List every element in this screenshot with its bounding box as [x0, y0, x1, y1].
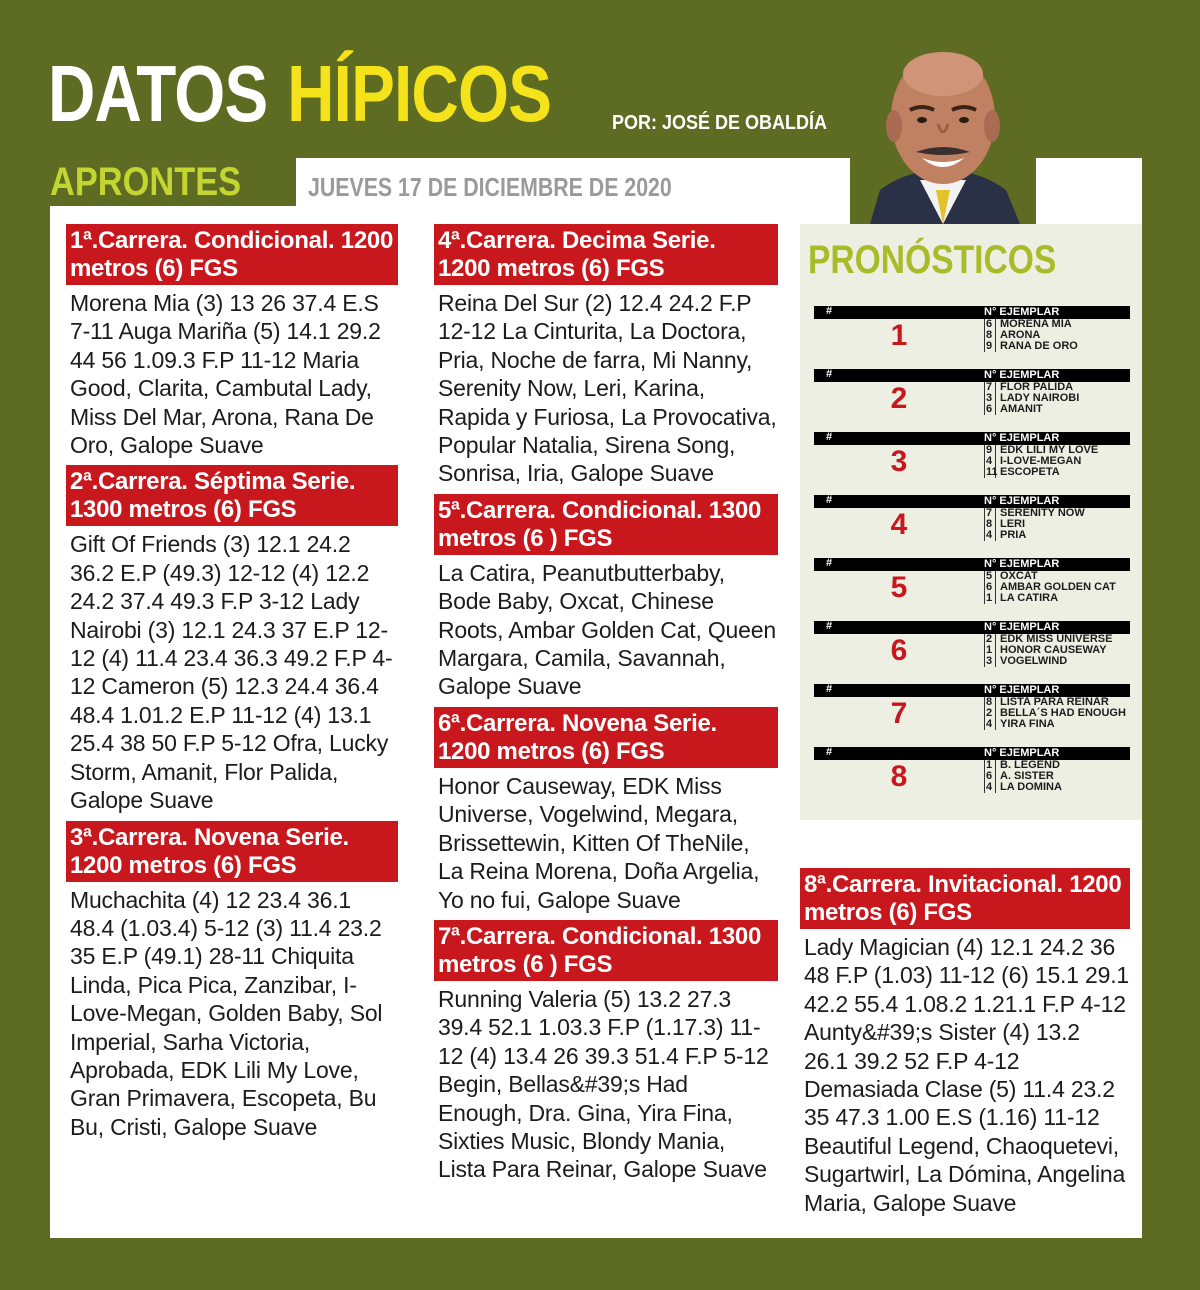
pick-number: 8: [985, 697, 996, 708]
race-header: 7ª.Carrera. Condicional. 1300 metros (6 ) FGS: [434, 920, 778, 981]
pick-number: 9: [985, 445, 996, 456]
race-header: 3ª.Carrera. Novena Serie. 1200 metros (6) FGS: [66, 821, 398, 882]
pick-number: 4: [985, 456, 996, 467]
pronostico-race-7: [814, 684, 1130, 742]
pronostico-picks: [984, 382, 1079, 415]
race-body: Reina Del Sur (2) 12.4 24.2 F.P 12-12 La Cinturita, La Doctora, Pria, Noche de farra, Mi Nanny, Serenity Now, Leri, Karina, Rapida y Furiosa, La Provocativa, Popular Natalia, Sirena Song, Sonrisa, Iria, Galope Suave: [438, 290, 777, 487]
race-5: [434, 494, 778, 701]
pronostico-race-5: [814, 558, 1130, 616]
pronostico-header-bar: [814, 747, 1130, 760]
pick-number: 1: [985, 645, 996, 656]
pronostico-header-bar: [814, 306, 1130, 319]
race-header: 8ª.Carrera. Invitacional. 1200 metros (6) FGS: [800, 868, 1130, 929]
page-title: [48, 49, 552, 138]
pronostico-header-bar: [814, 558, 1130, 571]
race-body: Honor Causeway, EDK Miss Universe, Vogelwind, Megara, Brissettewin, Kitten Of TheNile, La Reina Morena, Doña Argelia, Yo no fui, Galope Suave: [438, 772, 760, 913]
pronostico-hash-label: #: [826, 683, 833, 695]
title-hipicos: HÍPICOS: [287, 49, 552, 138]
pronostico-race-2: [814, 369, 1130, 427]
column-right: [800, 868, 1130, 1223]
race-3: [66, 821, 398, 1142]
race-4: [434, 224, 778, 488]
pick-horse: SERENITY NOW: [1000, 507, 1085, 519]
author-photo: [850, 40, 1036, 224]
pick-number: 8: [985, 330, 996, 341]
pronostico-picks: [984, 445, 1098, 478]
pronostico-col-label: N° EJEMPLAR: [984, 621, 1060, 633]
pick-horse: YIRA FINA: [1000, 718, 1055, 730]
pronostico-race-4: [814, 495, 1130, 553]
pronostico-hash-label: #: [826, 305, 833, 317]
pick-horse: HONOR CAUSEWAY: [1000, 644, 1107, 656]
pick-horse: LADY NAIROBI: [1000, 392, 1080, 404]
pick-number: 4: [985, 719, 996, 730]
pronostico-pick-row: [985, 341, 1078, 352]
pick-number: 2: [985, 708, 996, 719]
race-6: [434, 707, 778, 914]
pronosticos-title: PRONÓSTICOS: [808, 238, 1057, 282]
pick-horse: AMANIT: [1000, 403, 1043, 415]
pronostico-pick-row: [985, 782, 1062, 793]
pick-number: 9: [985, 341, 996, 352]
pronostico-col-label: N° EJEMPLAR: [984, 684, 1060, 696]
title-datos: DATOS: [48, 49, 268, 138]
pronostico-pick-row: [985, 656, 1112, 667]
pronostico-col-label: N° EJEMPLAR: [984, 432, 1060, 444]
pick-horse: EDK LILI MY LOVE: [1000, 444, 1099, 456]
race-header: 5ª.Carrera. Condicional. 1300 metros (6 ) FGS: [434, 494, 778, 555]
column-middle: [434, 224, 778, 1190]
pick-number: 6: [985, 404, 996, 415]
race-header: 2ª.Carrera. Séptima Serie. 1300 metros (6) FGS: [66, 465, 398, 526]
pick-number: 6: [985, 771, 996, 782]
pronostico-picks: [984, 697, 1126, 730]
pronostico-hash-label: #: [826, 431, 833, 443]
date-text: JUEVES 17 DE DICIEMBRE DE 2020: [308, 172, 672, 202]
pick-horse: EDK MISS UNIVERSE: [1000, 633, 1113, 645]
pick-horse: FLOR PALIDA: [1000, 381, 1074, 393]
pick-number: 7: [985, 508, 996, 519]
pronostico-col-label: N° EJEMPLAR: [984, 306, 1060, 318]
race-7: [434, 920, 778, 1184]
race-8: [800, 868, 1130, 1217]
pronostico-hash-label: #: [826, 368, 833, 380]
pronostico-pick-row: [985, 719, 1126, 730]
pick-horse: LA DOMINA: [1000, 781, 1062, 793]
pronostico-picks: [984, 760, 1062, 793]
pick-number: 3: [985, 656, 996, 667]
pronostico-pick-row: [985, 404, 1079, 415]
pronostico-race-number: 7: [890, 697, 908, 730]
pick-horse: MORENA MIA: [1000, 318, 1072, 330]
pick-horse: LISTA PARA REINAR: [1000, 696, 1109, 708]
pronosticos-panel: [800, 224, 1142, 820]
pronostico-pick-row: [985, 593, 1116, 604]
race-body: Muchachita (4) 12 23.4 36.1 48.4 (1.03.4) 5-12 (3) 11.4 23.2 35 E.P (49.1) 28-11 Chiquita Linda, Pica Pica, Zanzibar, I-Love-Megan, Golden Baby, Sol Imperial, Sarha Victoria, Aprobada, EDK Lili My Love, Gran Primavera, Escopeta, Bu Bu, Cristi, Galope Suave: [70, 886, 383, 1140]
race-body: Lady Magician (4) 12.1 24.2 36 48 F.P (1.03) 11-12 (6) 15.1 29.1 42.2 55.4 1.08.2 1.21.1 F.P 4-12 Aunty&#39;s Sister (4) 13.2 26.1 39.2 52 F.P 4-12 Demasiada Clase (5) 11.4 23.2 35 47.3 1.00 E.S (1.16) 11-12 Beautiful Legend, Chaoquetevi, Sugartwirl, La Dómina, Angelina Maria, Galope Suave: [804, 934, 1129, 1216]
race-header: 6ª.Carrera. Novena Serie. 1200 metros (6) FGS: [434, 707, 778, 768]
race-body: Gift Of Friends (3) 12.1 24.2 36.2 E.P (49.3) 12-12 (4) 12.2 24.2 37.4 49.3 F.P 3-12 Lady Nairobi (3) 12.1 24.3 37 E.P 12-12 (4) 11.4 23.4 36.3 49.2 F.P 4-12 Cameron (5) 12.3 24.4 36.4 48.4 1.01.2 E.P 11-12 (4) 13.1 25.4 38 50 F.P 5-12 Ofra, Lucky Storm, Amanit, Flor Palida, Galope Suave: [70, 531, 393, 814]
pronostico-race-number: 4: [890, 508, 908, 541]
column-left: [66, 224, 398, 1147]
pick-number: 6: [985, 319, 996, 330]
race-body: La Catira, Peanutbutterbaby, Bode Baby, Oxcat, Chinese Roots, Ambar Golden Cat, Queen Margara, Camila, Savannah, Galope Suave: [438, 559, 776, 700]
pronostico-picks: [984, 508, 1085, 541]
pick-horse: RANA DE ORO: [1000, 340, 1078, 352]
race-1: [66, 224, 398, 459]
pronostico-race-1: [814, 306, 1130, 364]
pick-horse: ARONA: [1000, 329, 1041, 341]
pick-horse: LERI: [1000, 518, 1026, 530]
pick-horse: OXCAT: [1000, 570, 1038, 582]
pronostico-race-6: [814, 621, 1130, 679]
pick-number: 1: [985, 593, 996, 604]
author-byline: POR: JOSÉ DE OBALDÍA: [612, 112, 828, 134]
pronostico-picks: [984, 571, 1116, 604]
pick-horse: PRIA: [1000, 529, 1027, 541]
pronostico-header-bar: [814, 369, 1130, 382]
race-header: 4ª.Carrera. Decima Serie. 1200 metros (6) FGS: [434, 224, 778, 285]
pronostico-hash-label: #: [826, 620, 833, 632]
pronostico-race-number: 2: [890, 382, 908, 415]
pronostico-pick-row: [985, 467, 1098, 478]
pick-number: 4: [985, 782, 996, 793]
pronostico-pick-row: [985, 530, 1085, 541]
pronostico-race-8: [814, 747, 1130, 805]
pick-horse: BELLA´S HAD ENOUGH: [1000, 707, 1126, 719]
race-2: [66, 465, 398, 814]
pronostico-hash-label: #: [826, 557, 833, 569]
pick-number: 11: [986, 466, 998, 478]
race-body: Morena Mia (3) 13 26 37.4 E.S 7-11 Auga Mariña (5) 14.1 29.2 44 56 1.09.3 F.P 11-12 Maria Good, Clarita, Cambutal Lady, Miss Del Mar, Arona, Rana De Oro, Galope Suave: [70, 290, 381, 459]
pronostico-hash-label: #: [826, 494, 833, 506]
pick-number: 1: [985, 760, 996, 771]
pick-horse: B. LEGEND: [1000, 759, 1060, 771]
pick-number: 7: [985, 382, 996, 393]
pick-horse: ESCOPETA: [1000, 466, 1060, 478]
pronostico-picks: [984, 634, 1112, 667]
pronostico-race-3: [814, 432, 1130, 490]
pick-number: 8: [985, 519, 996, 530]
pronostico-col-label: N° EJEMPLAR: [984, 369, 1060, 381]
pronostico-col-label: N° EJEMPLAR: [984, 558, 1060, 570]
pronostico-hash-label: #: [826, 746, 833, 758]
pick-number: 5: [985, 571, 996, 582]
pronostico-race-number: 1: [890, 319, 908, 352]
race-header: 1ª.Carrera. Condicional. 1200 metros (6) FGS: [66, 224, 398, 285]
pronostico-race-number: 6: [890, 634, 908, 667]
pronostico-picks: [984, 319, 1078, 352]
pick-number: 2: [985, 634, 996, 645]
pronostico-race-number: 3: [890, 445, 908, 478]
pick-number: 3: [985, 393, 996, 404]
pick-horse: I-LOVE-MEGAN: [1000, 455, 1082, 467]
pick-horse: A. SISTER: [1000, 770, 1054, 782]
pronostico-race-number: 8: [890, 760, 908, 793]
pick-horse: AMBAR GOLDEN CAT: [1000, 581, 1116, 593]
pick-horse: LA CATIRA: [1000, 592, 1059, 604]
pronostico-col-label: N° EJEMPLAR: [984, 495, 1060, 507]
race-body: Running Valeria (5) 13.2 27.3 39.4 52.1 1.03.3 F.P (1.17.3) 11-12 (4) 13.4 26 39.3 51.4 F.P 5-12 Begin, Bellas&#39;s Had Enough, Dra. Gina, Yira Fina, Sixties Music, Blondy Mania, Lista Para Reinar, Galope Suave: [438, 985, 769, 1183]
pronostico-col-label: N° EJEMPLAR: [984, 747, 1060, 759]
pick-number: 4: [985, 530, 996, 541]
pick-number: 6: [985, 582, 996, 593]
pronostico-race-number: 5: [890, 571, 908, 604]
pick-horse: VOGELWIND: [1000, 655, 1068, 667]
section-aprontes: APRONTES: [50, 160, 242, 204]
